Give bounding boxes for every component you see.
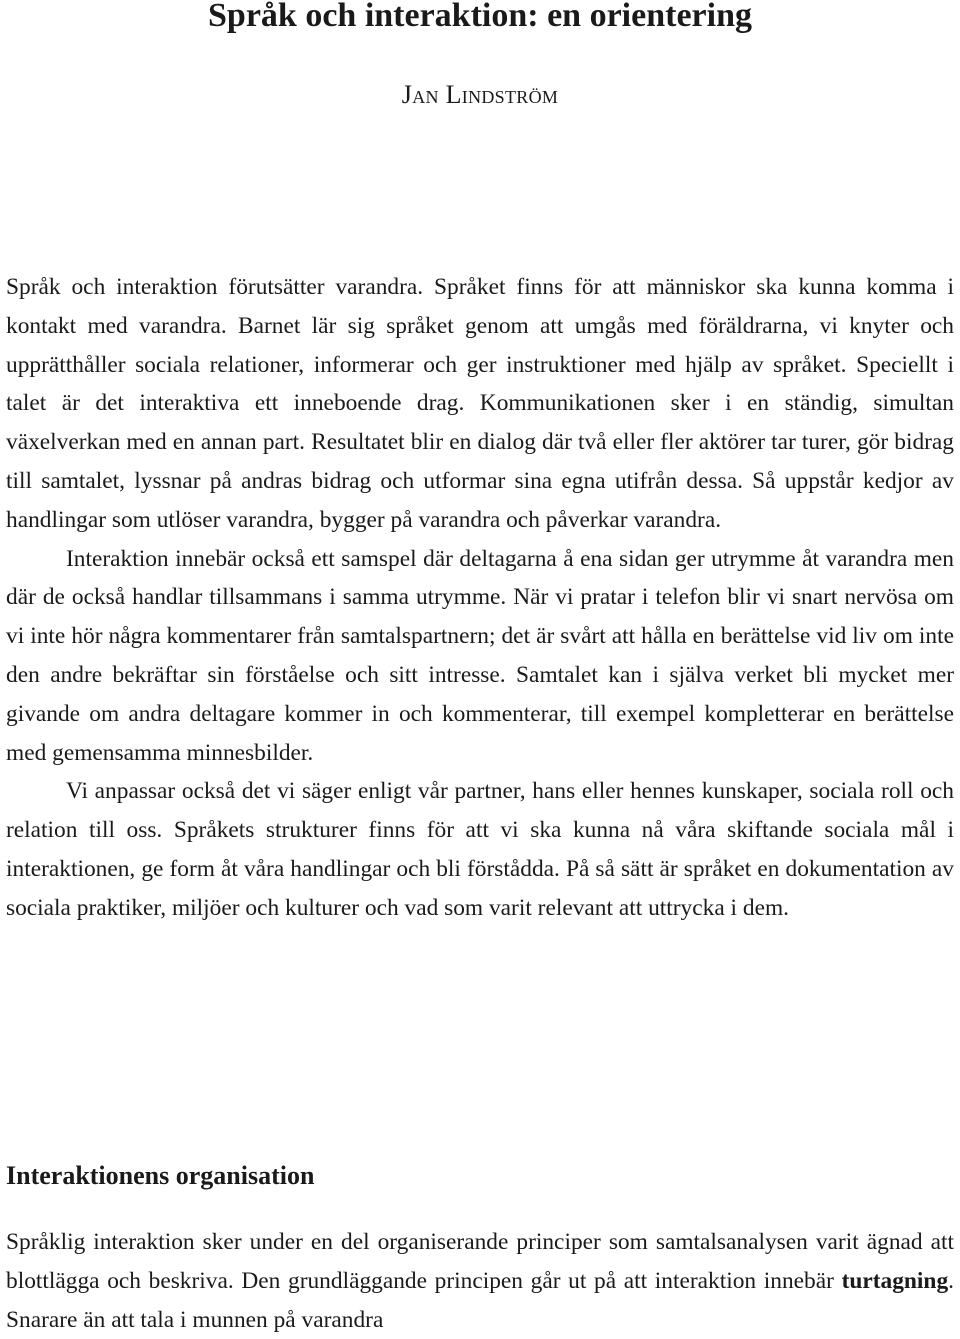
section-paragraph-1-end: . Snarare än att tala i munnen på varandra	[6, 1267, 954, 1333]
section-heading: Interaktionens organisation	[6, 1161, 315, 1190]
intro-section	[6, 268, 954, 928]
intro-paragraph-1: Språk och interaktion förutsätter varandra. Språket finns för att människor ska kunna komma i kontakt med varandra. Barnet lär sig språket genom att umgås med föräldrarna, vi knyter och upprätthåller sociala relationer, informerar och ger instruktioner med hjälp av språket. Speciellt i talet är det interaktiva ett inneboende drag. Kommunikationen sker i en ständig, simultan växelverkan med en annan part. Resultatet blir en dialog där två eller fler aktörer tar turer, gör bidrag till samtalet, lyssnar på andras bidrag och utformar sina egna utifrån dessa. Så uppstår kedjor av handlingar som utlöser varandra, bygger på varandra och påverkar varandra.	[6, 274, 954, 533]
intro-paragraph-3: Vi anpassar också det vi säger enligt vår partner, hans eller hennes kunskaper, sociala roll och relation till oss. Språkets strukturer finns för att vi ska kunna nå våra skiftande sociala mål i interaktionen, ge form åt våra handlingar och bli förstådda. På så sätt är språket en dokumentation av sociala praktiker, miljöer och kulturer och vad som varit relevant att uttrycka i dem.	[6, 778, 954, 921]
intro-paragraph-2: Interaktion innebär också ett samspel där deltagarna å ena sidan ger utrymme åt varandra men där de också handlar tillsammans i samma utrymme. När vi pratar i telefon blir vi snart nervösa om vi inte hör några kommentarer från samtalspartnern; det är svårt att hålla en berättelse vid liv om inte den andre bekräftar sin förståelse och sitt intresse. Samtalet kan i själva verket bli mycket mer givande om andra deltagare kommer in och kommenterar, till exempel kompletterar en berättelse med gemensamma minnesbilder.	[6, 545, 954, 766]
key-term: turtagning	[841, 1267, 949, 1294]
author-name: Jan Lindström	[401, 80, 559, 109]
section-body	[6, 1223, 954, 1339]
section-paragraph-1	[6, 1223, 954, 1339]
section-paragraph-1-start: Språklig interaktion sker under en del organiserande principer som samtalsanalysen varit ägnad att blottlägga och beskriva. Den grundläggande principen går ut på att interaktion innebär	[6, 1229, 954, 1294]
document-title: Språk och interaktion: en orientering	[208, 0, 752, 34]
